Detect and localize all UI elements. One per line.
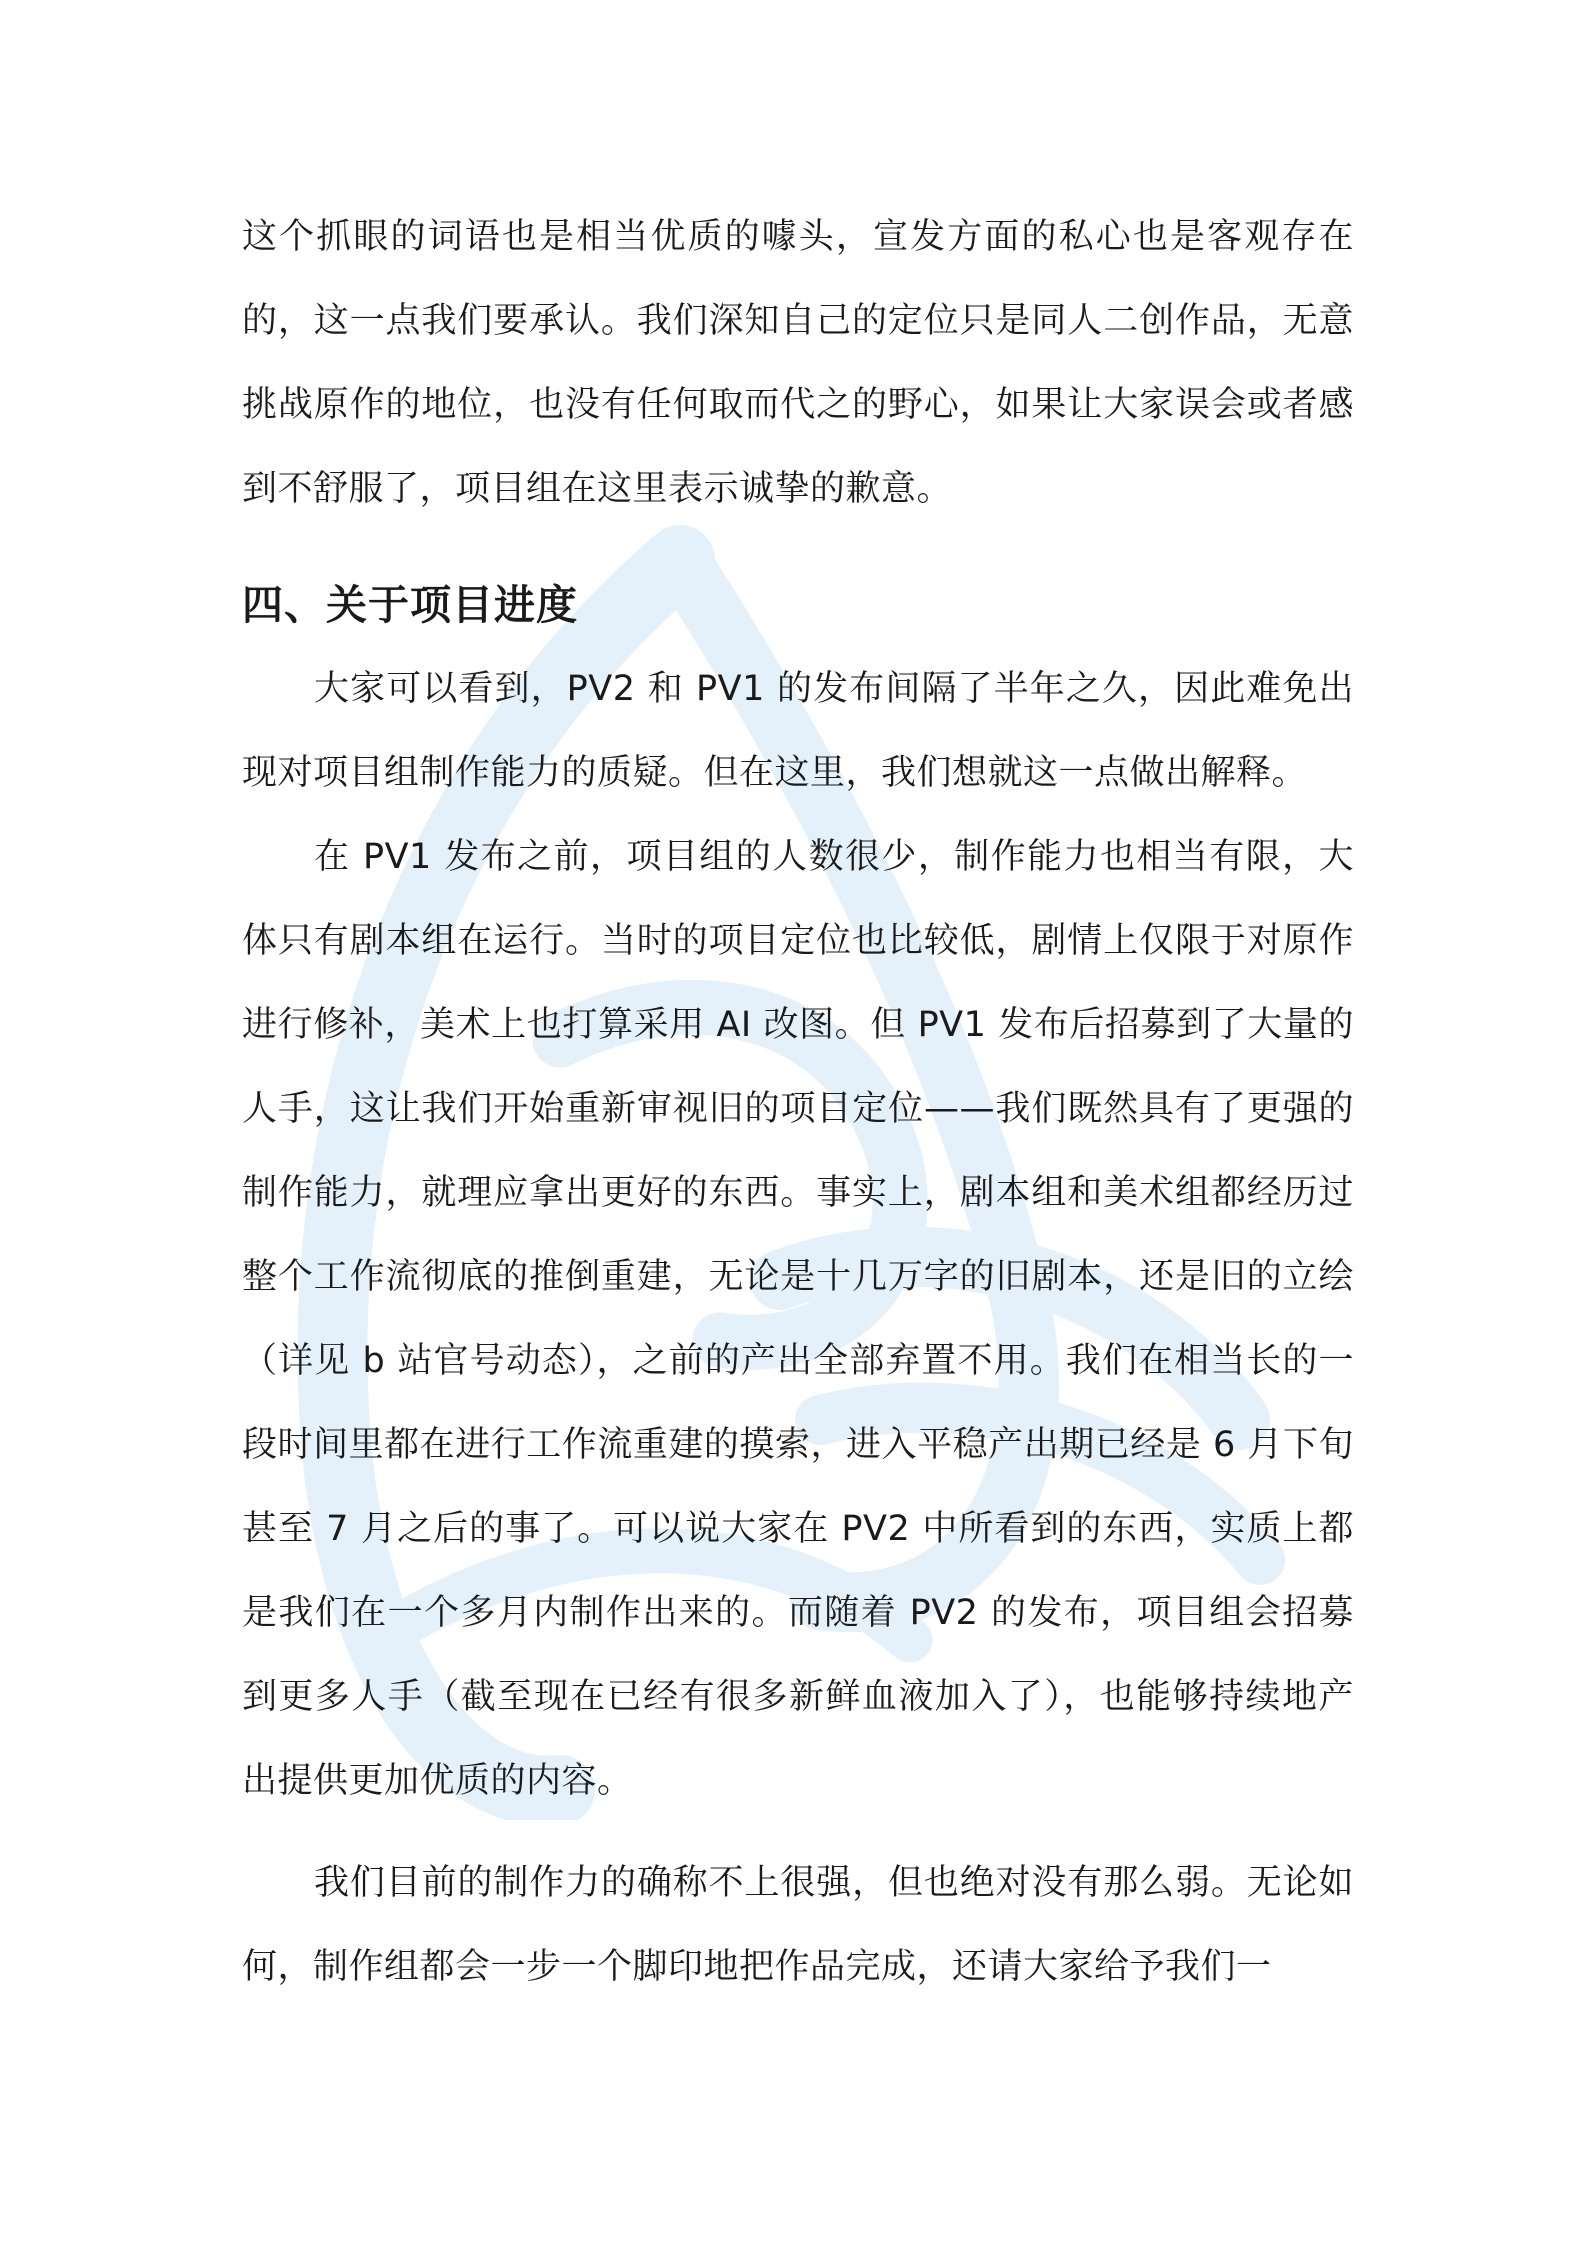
body-paragraph: 在 PV1 发布之前，项目组的人数很少，制作能力也相当有限，大体只有剧本组在运行。当时的项目定位也比较低，剧情上仅限于对原作进行修补，美术上也打算采用 AI 改图。但 PV1 发布后招募到了大量的人手，这让我们开始重新审视旧的项目定位——我们既然具有了更强的制作能力，就理应拿出更好的东西。事实上，剧本组和美术组都经历过整个工作流彻底的推倒重建，无论是十几万字的旧剧本，还是旧的立绘（详见 b 站官号动态），之前的产出全部弃置不用。我们在相当长的一段时间里都在进行工作流重建的摸索，进入平稳产出期已经是 6 月下旬甚至 7 月之后的事了。可以说大家在 PV2 中所看到的东西，实质上都是我们在一个多月内制作出来的。而随着 PV2 的发布，项目组会招募到更多人手（截至现在已经有很多新鲜血液加入了），也能够持续地产出提供更加优质的内容。 <box>242 837 1354 1801</box>
body-paragraph: 大家可以看到，PV2 和 PV1 的发布间隔了半年之久，因此难免出现对项目组制作能力的质疑。但在这里，我们想就这一点做出解释。 <box>242 669 1354 793</box>
document-body <box>242 195 1354 2009</box>
body-paragraph: 我们目前的制作力的确称不上很强，但也绝对没有那么弱。无论如何，制作组都会一步一个脚印地把作品完成，还请大家给予我们一 <box>242 1863 1354 1987</box>
intro-paragraph: 这个抓眼的词语也是相当优质的噱头，宣发方面的私心也是客观存在的，这一点我们要承认。我们深知自己的定位只是同人二创作品，无意挑战原作的地位，也没有任何取而代之的野心，如果让大家误会或者感到不舒服了，项目组在这里表示诚挚的歉意。 <box>242 217 1354 509</box>
section-heading: 四、关于项目进度 <box>242 581 578 629</box>
